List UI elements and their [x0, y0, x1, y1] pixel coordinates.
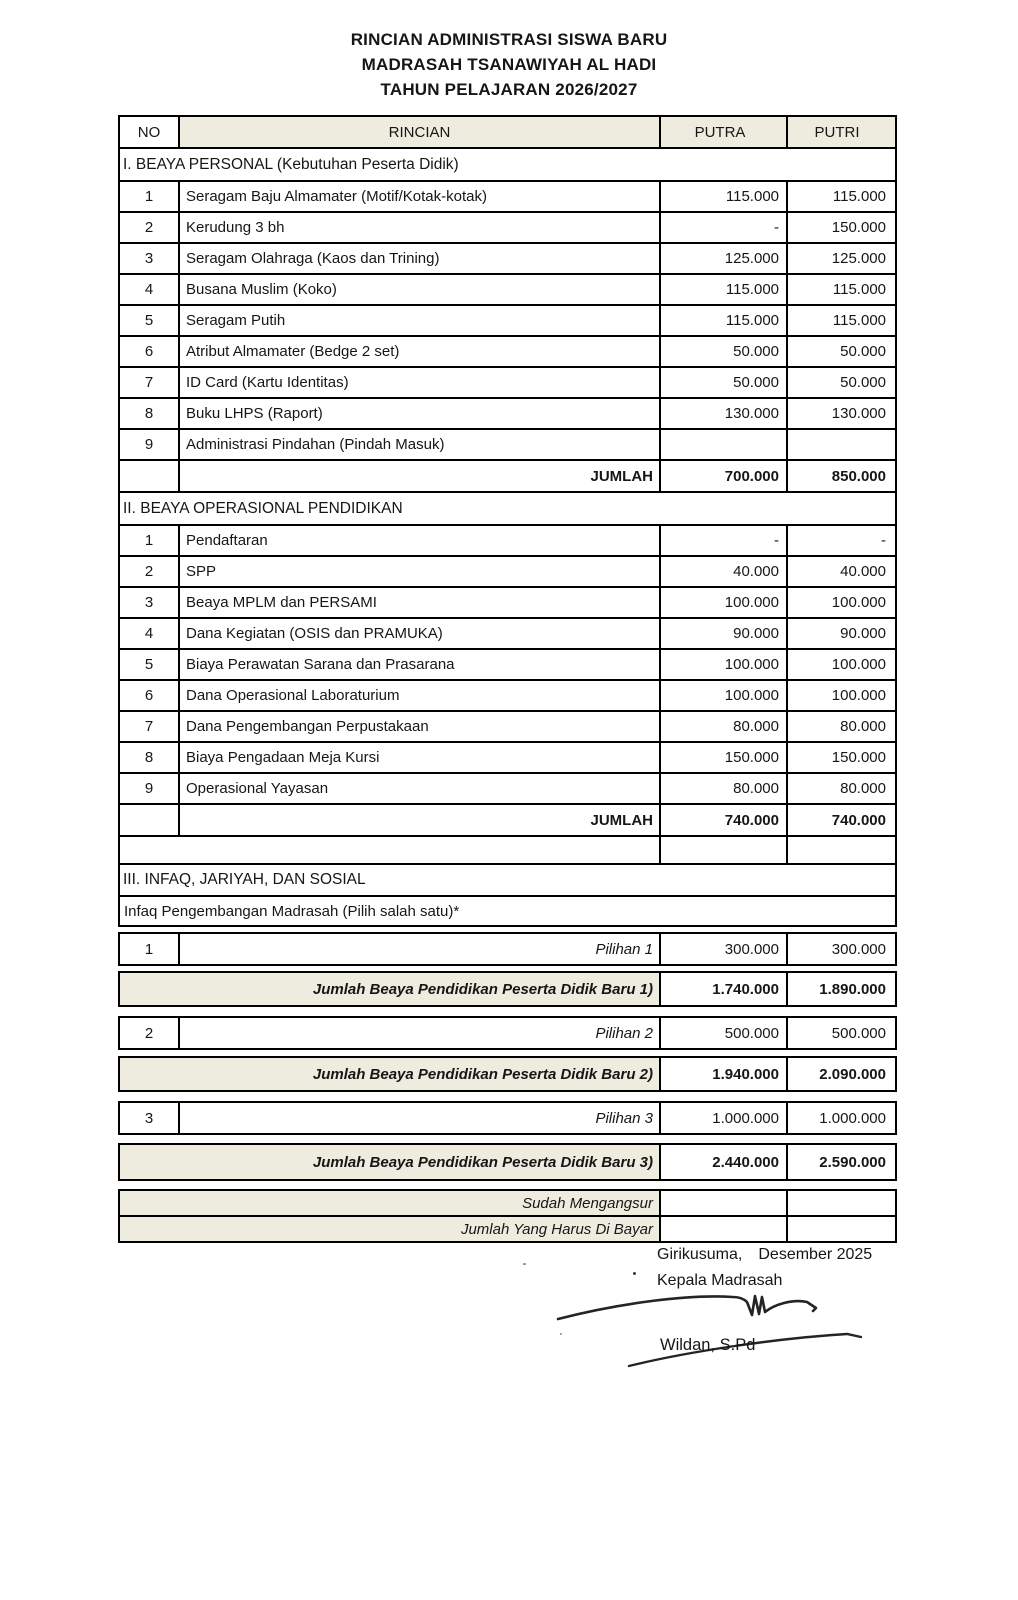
- section2-total-row: [120, 803, 895, 835]
- option-total-label: Jumlah Beaya Pendidikan Peserta Didik Baru 1): [120, 973, 659, 1005]
- option-total-label: Jumlah Beaya Pendidikan Peserta Didik Baru 3): [120, 1145, 659, 1179]
- option-putra-value: 300.000: [659, 934, 786, 964]
- option-total-putra: 1.740.000: [659, 973, 786, 1005]
- row-label: SPP: [178, 557, 659, 586]
- summary-putri-cell: [786, 1191, 895, 1215]
- empty-cell: [120, 837, 659, 863]
- table-row: [120, 617, 895, 648]
- row-label: Operasional Yayasan: [178, 774, 659, 803]
- section2-heading-row: [120, 491, 895, 524]
- row-label: ID Card (Kartu Identitas): [178, 368, 659, 397]
- row-putri-value: 150.000: [786, 743, 895, 772]
- row-label: Seragam Olahraga (Kaos dan Trining): [178, 244, 659, 273]
- row-label: Dana Pengembangan Perpustakaan: [178, 712, 659, 741]
- row-no: 7: [144, 374, 154, 391]
- summary-putra-cell: [659, 1217, 786, 1241]
- table-row: [120, 397, 895, 428]
- table-row: [120, 428, 895, 459]
- option1-total-block: [118, 971, 897, 1007]
- table-row: [120, 242, 895, 273]
- row-putra-value: 40.000: [659, 557, 786, 586]
- row-putri-value: 115.000: [786, 306, 895, 335]
- row-no: 7: [144, 718, 154, 735]
- option-row: [120, 934, 895, 964]
- option-row: [120, 1018, 895, 1048]
- ink-mark: [633, 1272, 636, 1275]
- ink-mark: [560, 1333, 562, 1335]
- section3-heading: III. INFAQ, JARIYAH, DAN SOSIAL: [123, 871, 366, 888]
- table-row: [120, 180, 895, 211]
- row-putri-value: 50.000: [786, 368, 895, 397]
- table-row: [120, 555, 895, 586]
- row-label: Busana Muslim (Koko): [178, 275, 659, 304]
- fee-table-main-block: [118, 115, 897, 927]
- row-label: Seragam Baju Almamater (Motif/Kotak-kotak): [178, 182, 659, 211]
- table-row: [120, 524, 895, 555]
- option-no: 3: [144, 1109, 154, 1127]
- option-total-putra: 2.440.000: [659, 1145, 786, 1179]
- option-total-putri: 2.090.000: [786, 1058, 895, 1090]
- option-label: Pilihan 1: [178, 934, 659, 964]
- row-putra-value: [659, 430, 786, 459]
- signature-date: Desember 2025: [758, 1246, 873, 1263]
- summary-row: [120, 1215, 895, 1241]
- row-label: Atribut Almamater (Bedge 2 set): [178, 337, 659, 366]
- row-putri-value: 100.000: [786, 681, 895, 710]
- row-label: Seragam Putih: [178, 306, 659, 335]
- row-no: 9: [144, 780, 154, 797]
- header-no: NO: [137, 123, 161, 141]
- row-putri-value: 90.000: [786, 619, 895, 648]
- row-putri-value: 50.000: [786, 337, 895, 366]
- row-putra-value: -: [659, 213, 786, 242]
- row-no: 2: [144, 219, 154, 236]
- summary-label: Sudah Mengangsur: [120, 1191, 659, 1215]
- option-putri-value: 1.000.000: [786, 1103, 895, 1133]
- total-label: JUMLAH: [178, 805, 659, 835]
- row-no: 6: [144, 687, 154, 704]
- fee-table: [118, 115, 897, 1243]
- table-row: [120, 586, 895, 617]
- option-row: [120, 1103, 895, 1133]
- row-putra-value: -: [659, 526, 786, 555]
- table-row: [120, 741, 895, 772]
- payment-summary-block: [118, 1189, 897, 1243]
- option-total-putri: 2.590.000: [786, 1145, 895, 1179]
- row-no: 5: [144, 656, 154, 673]
- empty-row: [120, 835, 895, 863]
- row-no: 4: [144, 625, 154, 642]
- total-putra: 700.000: [659, 461, 786, 491]
- row-no: 8: [144, 405, 154, 422]
- row-putra-value: 115.000: [659, 306, 786, 335]
- row-no: 2: [144, 563, 154, 580]
- row-putra-value: 115.000: [659, 275, 786, 304]
- table-header-row: [120, 117, 895, 147]
- row-no: 4: [144, 281, 154, 298]
- option-putri-value: 300.000: [786, 934, 895, 964]
- table-row: [120, 648, 895, 679]
- row-putri-value: [786, 430, 895, 459]
- row-putri-value: 40.000: [786, 557, 895, 586]
- row-label: Biaya Pengadaan Meja Kursi: [178, 743, 659, 772]
- table-row: [120, 211, 895, 242]
- row-putra-value: 115.000: [659, 182, 786, 211]
- row-label: Kerudung 3 bh: [178, 213, 659, 242]
- row-label: Beaya MPLM dan PERSAMI: [178, 588, 659, 617]
- row-label: Buku LHPS (Raport): [178, 399, 659, 428]
- row-no: 1: [144, 532, 154, 549]
- option-total-row: [120, 1058, 895, 1090]
- signature-place: Girikusuma,: [657, 1246, 743, 1263]
- table-row: [120, 304, 895, 335]
- summary-label: Jumlah Yang Harus Di Bayar: [120, 1217, 659, 1241]
- document-title: [0, 0, 1018, 102]
- total-putri: 850.000: [786, 461, 895, 491]
- option2-row-block: [118, 1016, 897, 1050]
- option1-row-block: [118, 932, 897, 966]
- row-putri-value: 100.000: [786, 588, 895, 617]
- row-putri-value: -: [786, 526, 895, 555]
- row-putri-value: 125.000: [786, 244, 895, 273]
- title-line-2: MADRASAH TSANAWIYAH AL HADI: [361, 55, 657, 74]
- section1-heading-row: [120, 147, 895, 180]
- row-putri-value: 115.000: [786, 275, 895, 304]
- row-label: Dana Kegiatan (OSIS dan PRAMUKA): [178, 619, 659, 648]
- signature-role: Kepala Madrasah: [657, 1272, 783, 1289]
- ink-mark: [523, 1263, 526, 1265]
- total-no-cell: [120, 805, 178, 835]
- row-putra-value: 150.000: [659, 743, 786, 772]
- row-putra-value: 125.000: [659, 244, 786, 273]
- option-total-putri: 1.890.000: [786, 973, 895, 1005]
- summary-row: [120, 1191, 895, 1215]
- row-putra-value: 80.000: [659, 712, 786, 741]
- table-row: [120, 273, 895, 304]
- row-no: 5: [144, 312, 154, 329]
- row-label: Pendaftaran: [178, 526, 659, 555]
- option-total-putra: 1.940.000: [659, 1058, 786, 1090]
- row-no: 8: [144, 749, 154, 766]
- empty-cell: [659, 837, 786, 863]
- row-putra-value: 100.000: [659, 681, 786, 710]
- table-row: [120, 772, 895, 803]
- option-putra-value: 500.000: [659, 1018, 786, 1048]
- title-line-1: RINCIAN ADMINISTRASI SISWA BARU: [350, 30, 668, 49]
- table-row: [120, 710, 895, 741]
- row-no: 3: [144, 250, 154, 267]
- total-label: JUMLAH: [178, 461, 659, 491]
- row-putri-value: 150.000: [786, 213, 895, 242]
- section3-subheading: Infaq Pengembangan Madrasah (Pilih salah satu)*: [124, 902, 460, 920]
- row-putri-value: 80.000: [786, 774, 895, 803]
- header-putri: PUTRI: [786, 117, 895, 147]
- option-total-label: Jumlah Beaya Pendidikan Peserta Didik Baru 2): [120, 1058, 659, 1090]
- section1-heading: I. BEAYA PERSONAL (Kebutuhan Peserta Didik): [123, 155, 459, 173]
- table-row: [120, 679, 895, 710]
- section3-heading-row: [120, 863, 895, 895]
- signature-name: Wildan, S.Pd: [660, 1336, 756, 1354]
- title-line-3: TAHUN PELAJARAN 2026/2027: [380, 80, 638, 99]
- option-total-row: [120, 1145, 895, 1179]
- summary-putra-cell: [659, 1191, 786, 1215]
- row-no: 9: [144, 436, 154, 453]
- row-label: Administrasi Pindahan (Pindah Masuk): [178, 430, 659, 459]
- row-putra-value: 130.000: [659, 399, 786, 428]
- row-no: 3: [144, 594, 154, 611]
- header-rincian: RINCIAN: [178, 117, 659, 147]
- option-total-row: [120, 973, 895, 1005]
- row-putra-value: 90.000: [659, 619, 786, 648]
- section1-total-row: [120, 459, 895, 491]
- option-label: Pilihan 3: [178, 1103, 659, 1133]
- option-no: 1: [144, 940, 154, 958]
- row-no: 6: [144, 343, 154, 360]
- row-no: 1: [144, 188, 154, 205]
- row-putra-value: 50.000: [659, 337, 786, 366]
- header-putra: PUTRA: [659, 117, 786, 147]
- row-putra-value: 50.000: [659, 368, 786, 397]
- option3-row-block: [118, 1101, 897, 1135]
- row-putra-value: 100.000: [659, 588, 786, 617]
- row-putri-value: 130.000: [786, 399, 895, 428]
- option-label: Pilihan 2: [178, 1018, 659, 1048]
- row-putri-value: 115.000: [786, 182, 895, 211]
- row-putra-value: 80.000: [659, 774, 786, 803]
- row-putri-value: 80.000: [786, 712, 895, 741]
- total-putri: 740.000: [786, 805, 895, 835]
- total-no-cell: [120, 461, 178, 491]
- option-no: 2: [144, 1024, 154, 1042]
- section2-heading: II. BEAYA OPERASIONAL PENDIDIKAN: [123, 499, 403, 517]
- row-label: Biaya Perawatan Sarana dan Prasarana: [178, 650, 659, 679]
- option3-total-block: [118, 1143, 897, 1181]
- option-putri-value: 500.000: [786, 1018, 895, 1048]
- section3-subheading-row: [120, 895, 895, 925]
- total-putra: 740.000: [659, 805, 786, 835]
- summary-putri-cell: [786, 1217, 895, 1241]
- row-label: Dana Operasional Laboraturium: [178, 681, 659, 710]
- row-putri-value: 100.000: [786, 650, 895, 679]
- empty-cell: [786, 837, 895, 863]
- table-row: [120, 366, 895, 397]
- option-putra-value: 1.000.000: [659, 1103, 786, 1133]
- option2-total-block: [118, 1056, 897, 1092]
- row-putra-value: 100.000: [659, 650, 786, 679]
- table-row: [120, 335, 895, 366]
